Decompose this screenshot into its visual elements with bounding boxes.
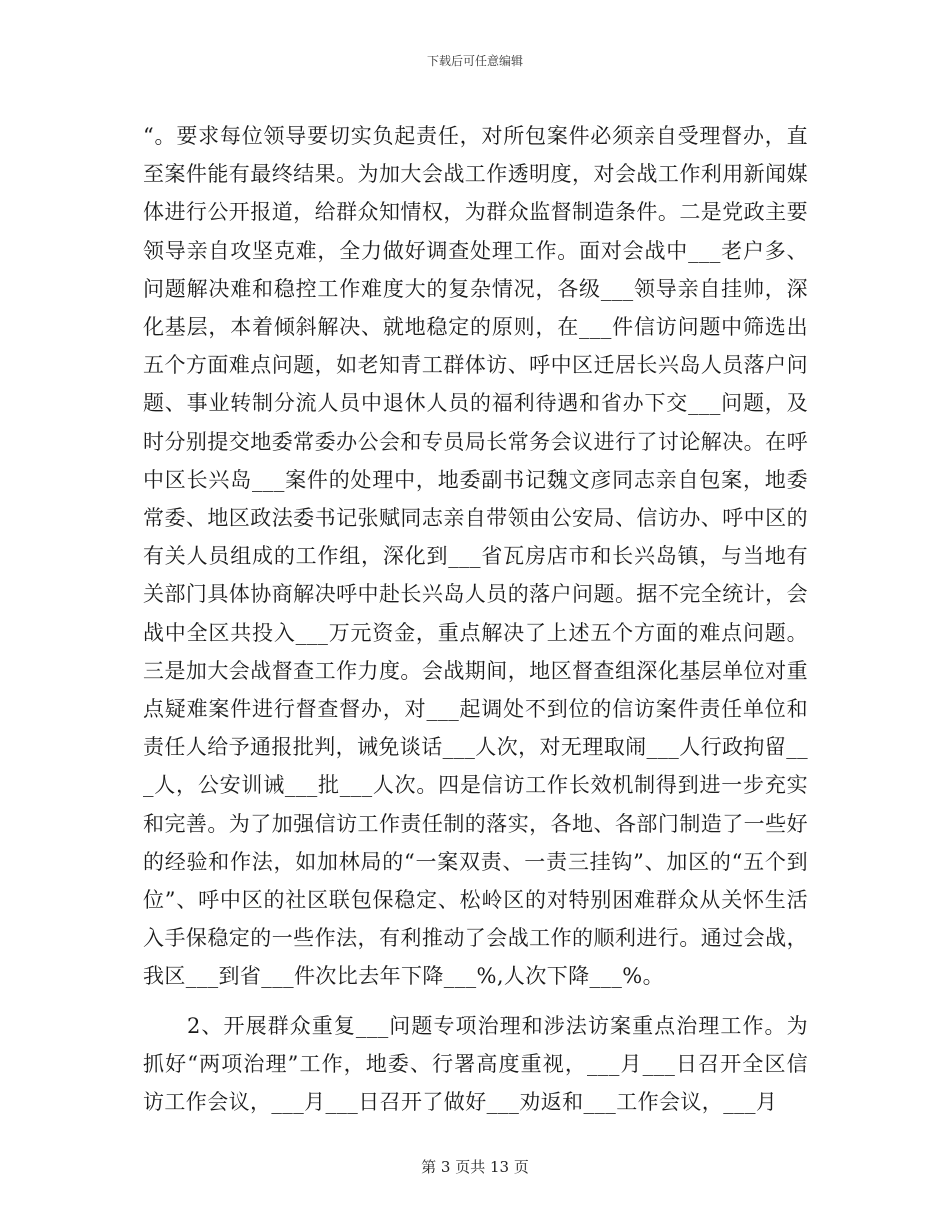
document-body: [143, 117, 808, 1121]
body-paragraph-1: “。要求每位领导要切实负起责任，对所包案件必须亲自受理督办，直至案件能有最终结果。为加大会战工作透明度，对会战工作利用新闻媒体进行公开报道，给群众知情权，为群众监督制造条件。二是党政主要领导亲自攻坚克难，全力做好调查处理工作。面对会战中___老户多、问题解决难和稳控工作难度大的复杂情况，各级___领导亲自挂帅，深化基层，本着倾斜解决、就地稳定的原则，在___件信访问题中筛选出五个方面难点问题，如老知青工群体访、呼中区迁居长兴岛人员落户问题、事业转制分流人员中退休人员的福利待遇和省办下交___问题，及时分别提交地委常委办公会和专员局长常务会议进行了讨论解决。在呼中区长兴岛___案件的处理中，地委副书记魏文彦同志亲自包案，地委常委、地区政法委书记张赋同志亲自带领由公安局、信访办、呼中区的有关人员组成的工作组，深化到___省瓦房店市和长兴岛镇，与当地有关部门具体协商解决呼中赴长兴岛人员的落户问题。据不完全统计，会战中全区共投入___万元资金，重点解决了上述五个方面的难点问题。三是加大会战督查工作力度。会战期间，地区督查组深化基层单位对重点疑难案件进行督查督办，对___起调处不到位的信访案件责任单位和责任人给予通报批判，诫免谈话___人次，对无理取闹___人行政拘留___人，公安训诫___批___人次。四是信访工作长效机制得到进一步充实和完善。为了加强信访工作责任制的落实，各地、各部门制造了一些好的经验和作法，如加林局的“一案双责、一责三挂钩”、加区的“五个到位”、呼中区的社区联包保稳定、松岭区的对特别困难群众从关怀生活入手保稳定的一些作法，有利推动了会战工作的顺利进行。通过会战，我区___到省___件次比去年下降___%,人次下降___%。: [143, 124, 808, 989]
page-header-note: 下载后可任意编辑: [426, 54, 523, 68]
body-paragraph-2: 2、开展群众重复___问题专项治理和涉法访案重点治理工作。为抓好“两项治理”工作，地委、行署高度重视，___月___日召开全区信访工作会议，___月___日召开了做好___劝返和___工作会议，___月: [143, 1013, 808, 1115]
page-number-footer: 第 3 页共 13 页: [421, 1158, 529, 1176]
